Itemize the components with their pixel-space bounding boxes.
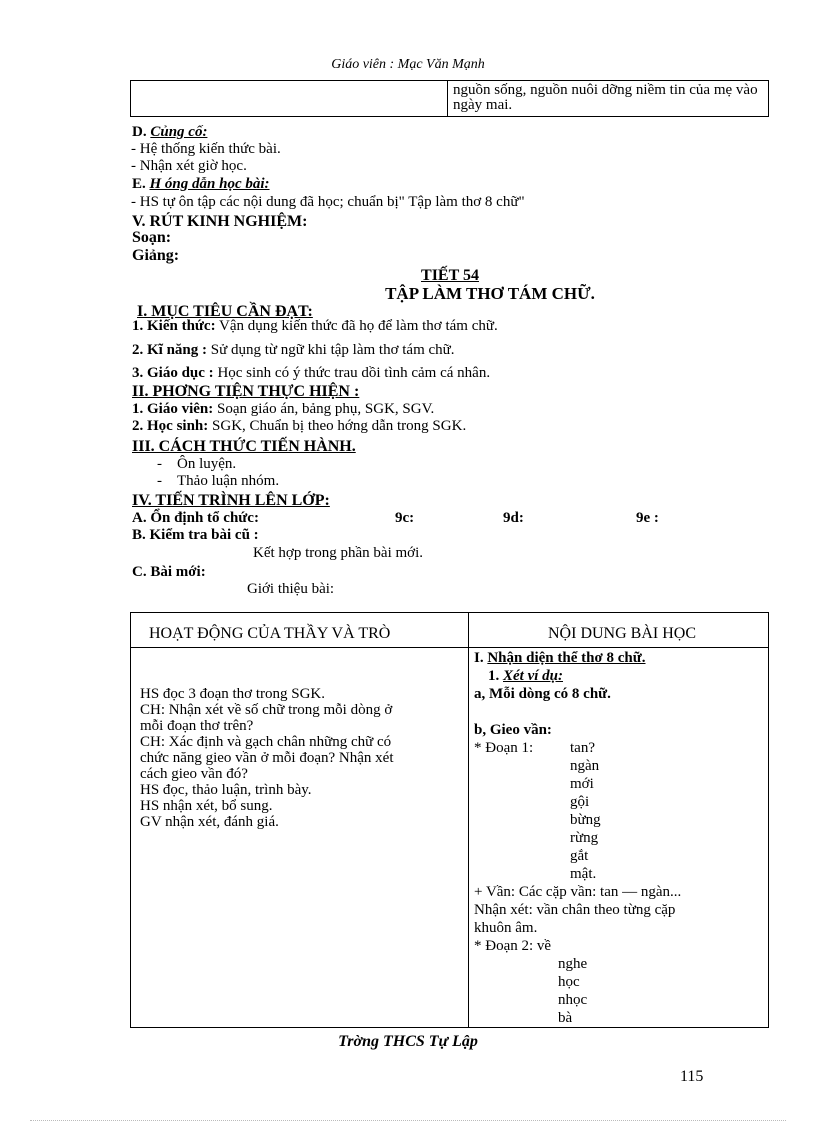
rhyme-word: mật. — [570, 866, 597, 882]
section-iv-title — [132, 492, 330, 509]
item-text: Thảo luận nhóm. — [177, 473, 280, 489]
section-iii-title-text: III. CÁCH THỨC TIẾN HÀNH. — [132, 438, 356, 455]
lesson-content — [474, 650, 764, 1028]
section-d-heading — [132, 124, 207, 141]
right-column-header: NỘI DUNG BÀI HỌC — [548, 625, 696, 642]
doan1-label: * Đoạn 1: — [474, 740, 534, 756]
section-d-title: Củng cố: — [150, 124, 208, 140]
section-e-title: H óng dẫn học bài: — [149, 176, 270, 192]
bottom-border — [30, 1120, 786, 1121]
rhyme-word: bừng — [570, 812, 601, 828]
section-ii-title — [132, 383, 359, 400]
activity-line: chức năng gieo vần ở mỗi đoạn? Nhận xét — [140, 750, 394, 766]
class-9c: 9c: — [395, 510, 415, 526]
section-ii-title-text: II. PHƠNG TIỆN THỰC HIỆN : — [132, 383, 360, 400]
page-footer: Trờng THCS Tự Lập — [338, 1033, 478, 1050]
class-9e: 9e : — [636, 510, 659, 526]
section-iii-item: - Thảo luận nhóm. — [157, 473, 280, 489]
content-heading-i — [474, 650, 764, 668]
section-i-item — [132, 365, 490, 382]
item-label: 2. Kĩ năng : — [132, 342, 208, 358]
activity-line: CH: Xác định và gạch chân những chữ có — [140, 734, 392, 750]
rhyme-word: nhọc — [558, 992, 588, 1008]
page-number: 115 — [680, 1068, 704, 1085]
section-d-item: - Hệ thống kiến thức bài. — [131, 141, 281, 157]
rhyme-word: rừng — [570, 830, 599, 846]
section-i-item — [132, 342, 455, 359]
gioi-thieu-text: Giới thiệu bài: — [247, 581, 335, 597]
section-iii-title — [132, 438, 356, 455]
section-i-title: I. MỤC TIÊU CẦN ĐẠT: — [137, 303, 313, 320]
section-iii-item: - Ôn luyện. — [157, 456, 237, 472]
section-e-item: - HS tự ôn tập các nội dung đã học; chuẩn bị" Tập làm thơ 8 chữ" — [131, 194, 525, 210]
item-label: 1. Kiến thức: — [132, 318, 216, 334]
continued-table-right-cell: nguồn sống, nguồn nuôi dỡng niềm tin của mẹ vào ngày mai. — [448, 81, 769, 117]
lesson-table — [130, 612, 769, 1028]
content-line-a: a, Mỗi dòng có 8 chữ. — [474, 686, 611, 702]
section-e-prefix: E. — [132, 176, 146, 192]
heading-prefix: I. — [474, 650, 488, 666]
lesson-title: TẬP LÀM THƠ TÁM CHỮ. — [385, 284, 595, 303]
activity-line: CH: Nhận xét về số chữ trong mỗi dòng ở — [140, 702, 393, 718]
kiem-tra-text: Kết hợp trong phần bài mới. — [253, 545, 424, 561]
section-d-prefix: D. — [132, 124, 147, 140]
heading-prefix: 1. — [488, 668, 503, 684]
page-header: Giáo viên : Mạc Văn Mạnh — [331, 57, 485, 72]
item-label: 2. Học sinh: — [132, 418, 209, 434]
rhyme-word: tan? — [570, 740, 595, 756]
rhyme-word: mới — [570, 776, 594, 792]
rhyme-word: học — [558, 974, 580, 990]
activity-line: cách gieo vần đó? — [140, 766, 248, 782]
item-label: 3. Giáo dục : — [132, 365, 214, 381]
item-text: Soạn giáo án, bảng phụ, SGK, SGV. — [213, 401, 435, 417]
activity-line: HS đọc 3 đoạn thơ trong SGK. — [140, 686, 326, 702]
giang-label: Giảng: — [132, 247, 180, 264]
heading-text: Nhận diện thể thơ 8 chữ. — [487, 650, 646, 666]
doan1-row — [474, 740, 764, 758]
item-text: Học sinh có ý thức trau dồi tình cảm cá nhân. — [213, 365, 491, 381]
rhyme-word: nghe — [558, 956, 588, 972]
rhyme-word: ngàn — [570, 758, 600, 774]
item-text: Ôn luyện. — [177, 456, 237, 472]
nhan-xet-line: Nhận xét: vần chân theo từng cặp — [474, 902, 676, 918]
continued-table-left-cell — [131, 81, 448, 117]
heading-text: Xét ví dụ: — [503, 668, 563, 684]
content-line-b: b, Gieo vần: — [474, 722, 552, 738]
continued-table — [130, 80, 769, 117]
section-ii-item — [132, 401, 434, 418]
item-label: 1. Giáo viên: — [132, 401, 214, 417]
left-column-header: HOẠT ĐỘNG CỦA THẦY VÀ TRÒ — [149, 625, 391, 642]
section-v-title: V. RÚT KINH NGHIỆM: — [132, 213, 308, 230]
van-line: + Vần: Các cặp vần: tan — ngàn... — [474, 884, 682, 900]
nhan-xet-line: khuôn âm. — [474, 920, 538, 936]
doan2-label: * Đoạn 2: về — [474, 938, 552, 954]
soan-label: Soạn: — [132, 229, 172, 246]
activity-line: mỗi đoạn thơ trên? — [140, 718, 254, 734]
teacher-student-activities — [140, 686, 460, 830]
content-heading-1 — [474, 668, 764, 686]
class-9d: 9d: — [503, 510, 524, 526]
rhyme-word: gắt — [570, 848, 589, 864]
on-dinh-label: A. Ổn định tổ chức: — [132, 510, 259, 526]
item-text: SGK, Chuẩn bị theo hớng dẫn trong SGK. — [208, 418, 467, 434]
table-divider-horizontal — [131, 647, 768, 648]
section-ii-item — [132, 418, 466, 435]
kiem-tra-label: B. Kiểm tra bài cũ : — [132, 527, 259, 543]
rhyme-word: bà — [558, 1010, 573, 1026]
section-iv-title-text: IV. TIẾN TRÌNH LÊN LỚP: — [132, 492, 330, 509]
activity-line: HS đọc, thảo luận, trình bày. — [140, 782, 312, 798]
item-text: Sử dụng từ ngữ khi tập làm thơ tám chữ. — [207, 342, 455, 358]
section-e-heading — [132, 176, 270, 193]
activity-line: GV nhận xét, đánh giá. — [140, 814, 279, 830]
rhyme-word: gội — [570, 794, 590, 810]
lesson-number: TIẾT 54 — [421, 267, 479, 284]
table-divider-vertical — [468, 613, 469, 1027]
item-text: Vận dụng kiến thức đã họ để làm thơ tám chữ. — [215, 318, 498, 334]
bai-moi-label: C. Bài mới: — [132, 564, 206, 580]
section-d-item: - Nhận xét giờ học. — [131, 158, 247, 174]
section-i-item — [132, 318, 498, 335]
activity-line: HS nhận xét, bổ sung. — [140, 798, 273, 814]
spacer — [474, 704, 764, 722]
